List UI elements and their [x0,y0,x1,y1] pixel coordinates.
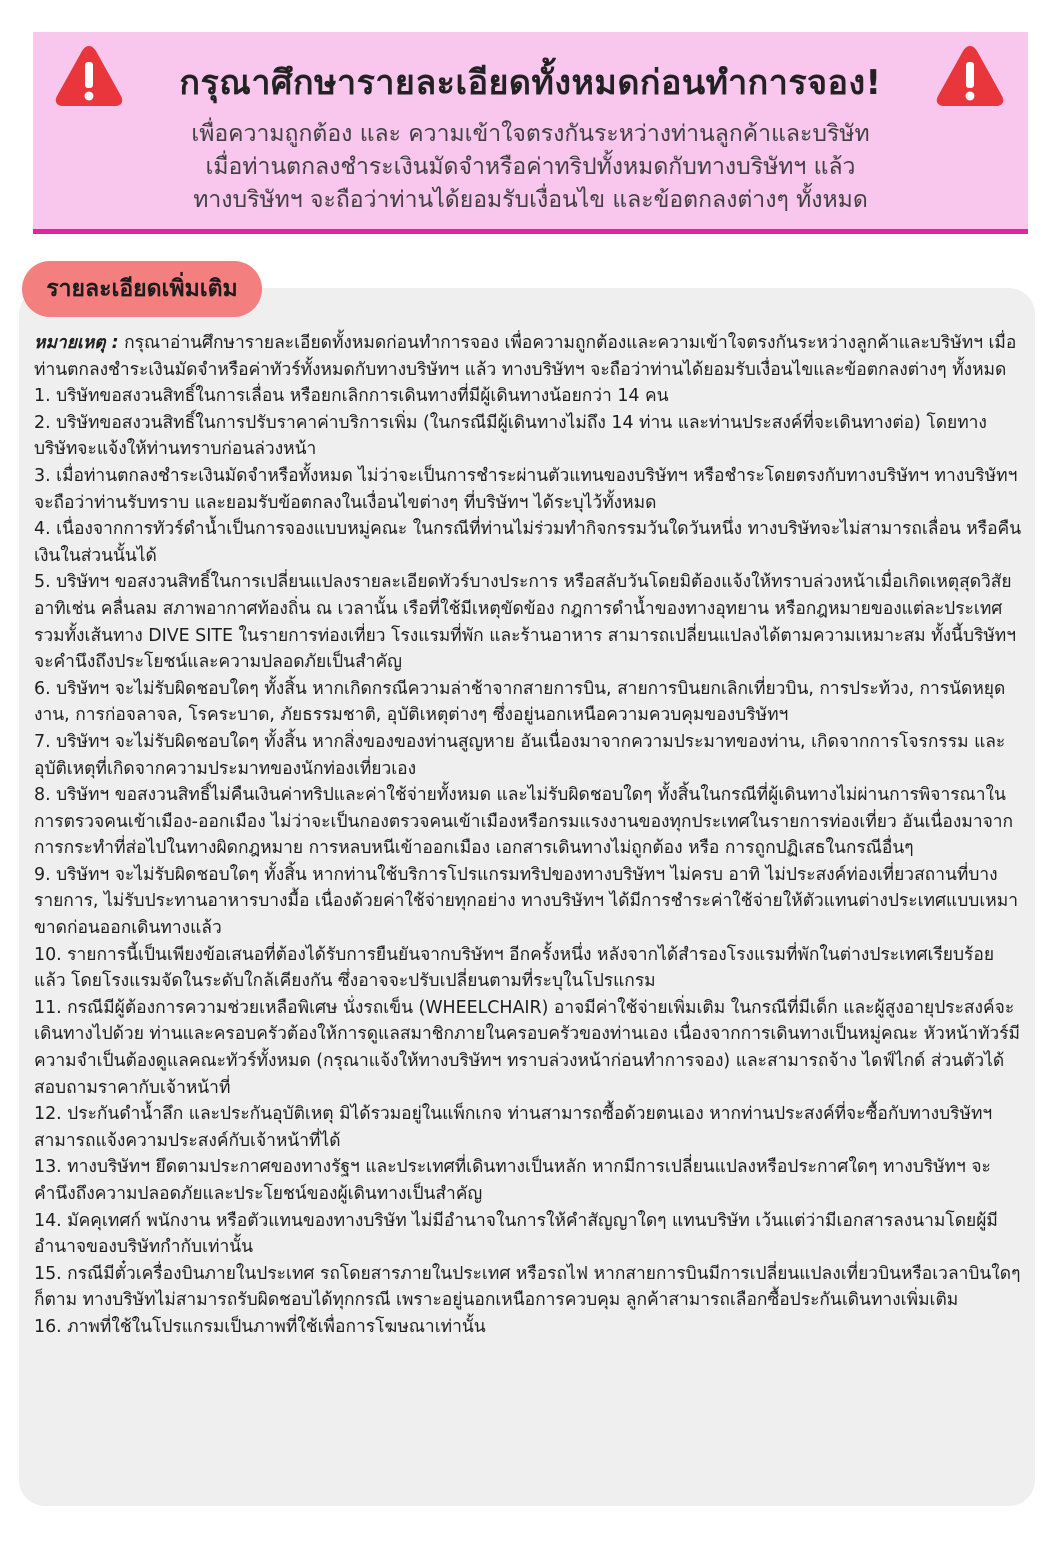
note-paragraph [34,330,1024,383]
condition-item: 2. บริษัทขอสงวนสิทธิ์ในการปรับราคาค่าบริการเพิ่ม (ในกรณีมีผู้เดินทางไม่ถึง 14 ท่าน และท่านประสงค์ที่จะเดินทางต่อ) โดยทางบริษัทจะแจ้งให้ท่านทราบก่อนล่วงหน้า [34,412,987,460]
condition-item: 3. เมื่อท่านตกลงชำระเงินมัดจำหรือทั้งหมด ไม่ว่าจะเป็นการชำระผ่านตัวแทนของบริษัทฯ หรือชำระโดยตรงกับทางบริษัทฯ ทางบริษัทฯ จะถือว่าท่านรับทราบ และยอมรับข้อตกลงในเงื่อนไขต่างๆ ที่บริษัทฯ ได้ระบุไว้ทั้งหมด [34,465,1018,513]
banner-line: ทางบริษัทฯ จะถือว่าท่านได้ยอมรับเงื่อนไข และข้อตกลงต่างๆ ทั้งหมด [193,187,868,213]
condition-item: 13. ทางบริษัทฯ ยึดตามประกาศของทางรัฐฯ และประเทศที่เดินทางเป็นหลัก หากมีการเปลี่ยนแปลงหรือประกาศใดๆ ทางบริษัทฯ จะคำนึงถึงความปลอดภัยและประโยชน์ของผู้เดินทางเป็นสำคัญ [34,1157,991,1204]
condition-item: 14. มัคคุเทศก์ พนักงาน หรือตัวแทนของทางบริษัท ไม่มีอำนาจในการให้คำสัญญาใดๆ แทนบริษัท เว้นแต่ว่ามีเอกสารลงนามโดยผู้มีอำนาจของบริษัทกำกับเท่านั้น [34,1210,998,1258]
condition-item: 12. ประกันดำน้ำลึก และประกันอุบัติเหตุ มิได้รวมอยู่ในแพ็กเกจ ท่านสามารถซื้อด้วยตนเอง หากท่านประสงค์ที่จะซื้อกับทางบริษัทฯ สามารถแจ้งความประสงค์กับเจ้าหน้าที่ได้ [34,1104,993,1151]
warning-triangle-icon [934,42,1006,108]
condition-item: 6. บริษัทฯ จะไม่รับผิดชอบใดๆ ทั้งสิ้น หากเกิดกรณีความล่าช้าจากสายการบิน, สายการบินยกเลิกเที่ยวบิน, การประท้วง, การนัดหยุดงาน, การก่อจลาจล, โรคระบาด, ภัยธรรมชาติ, อุบัติเหตุต่างๆ ซึ่งอยู่นอกเหนือความควบคุมของบริษัทฯ [34,678,1006,726]
note-text: กรุณาอ่านศึกษารายละเอียดทั้งหมดก่อนทำการจอง เพื่อความถูกต้องและความเข้าใจตรงกันระหว่างลูกค้าและบริษัทฯ เมื่อท่านตกลงชำระเงินมัดจำหรือค่าทัวร์ทั้งหมดกับทางบริษัทฯ แล้ว ทางบริษัทฯ จะถือว่าท่านได้ยอมรับเงื่อนไขและข้อตกลงต่างๆ ทั้งหมด [34,333,1017,380]
condition-item: 1. บริษัทขอสงวนสิทธิ์ในการเลื่อน หรือยกเลิกการเดินทางที่มีผู้เดินทางน้อยกว่า 14 คน [34,386,669,407]
condition-item: 8. บริษัทฯ ขอสงวนสิทธิ์ไม่คืนเงินค่าทริปและค่าใช้จ่ายทั้งหมด และไม่รับผิดชอบใดๆ ทั้งสิ้นในกรณีที่ผู้เดินทางไม่ผ่านการพิจารณาในการตรวจคนเข้าเมือง-ออกเมือง ไม่ว่าจะเป็นกองตรวจคนเข้าเมืองหรือกรมแรงงานของทุกประเทศในรายการท่องเที่ยว อันเนื่องมาจากการกระทำที่ส่อไปในทางผิดกฎหมาย การหลบหนีเข้าออกเมือง เอกสารเดินทางไม่ถูกต้อง หรือ การถูกปฏิเสธในกรณีอื่นๆ [34,785,1014,859]
banner-title: กรุณาศึกษารายละเอียดทั้งหมดก่อนทำการจอง! [179,63,882,103]
condition-item: 5. บริษัทฯ ขอสงวนสิทธิ์ในการเปลี่ยนแปลงรายละเอียดทัวร์บางประการ หรือสลับวันโดยมิต้องแจ้งให้ทราบล่วงหน้าเมื่อเกิดเหตุสุดวิสัย อาทิเช่น คลื่นลม สภาพอากาศท้องถิ่น ณ เวลานั้น เรือที่ใช้มีเหตุขัดข้อง กฎการดำน้ำของทางอุทยาน หรือกฎหมายของแต่ละประเทศ รวมทั้งเส้นทาง DIVE SITE ในรายการท่องเที่ยว โรงแรมที่พัก และร้านอาหาร สามารถเปลี่ยนแปลงได้ตามความเหมาะสม ทั้งนี้บริษัทฯ จะคำนึงถึงประโยชน์และความปลอดภัยเป็นสำคัญ [34,572,1017,673]
details-content [34,330,1024,1341]
warning-triangle-icon [53,42,125,108]
banner-line: เมื่อท่านตกลงชำระเงินมัดจำหรือค่าทริปทั้งหมดกับทางบริษัทฯ แล้ว [205,154,856,180]
banner-line: เพื่อความถูกต้อง และ ความเข้าใจตรงกันระหว่างท่านลูกค้าและบริษัท [191,121,870,147]
warning-banner [33,32,1028,234]
condition-item: 4. เนื่องจากการทัวร์ดำน้ำเป็นการจองแบบหมู่คณะ ในกรณีที่ท่านไม่ร่วมทำกิจกรรมวันใดวันหนึ่ง ทางบริษัทจะไม่สามารถเลื่อน หรือคืนเงินในส่วนนั้นได้ [34,519,1022,566]
note-label: หมายเหตุ : [34,333,119,353]
condition-item: 10. รายการนี้เป็นเพียงข้อเสนอที่ต้องได้รับการยืนยันจากบริษัทฯ อีกครั้งหนึ่ง หลังจากได้สำรองโรงแรมที่พักในต่างประเทศเรียบร้อยแล้ว โดยโรงแรมจัดในระดับใกล้เคียงกัน ซึ่งอาจจะปรับเปลี่ยนตามที่ระบุในโปรแกรม [34,944,995,992]
banner-subtitle [73,118,988,217]
condition-item: 16. ภาพที่ใช้ในโปรแกรมเป็นภาพที่ใช้เพื่อการโฆษณาเท่านั้น [34,1316,486,1337]
condition-item: 7. บริษัทฯ จะไม่รับผิดชอบใดๆ ทั้งสิ้น หากสิ่งของของท่านสูญหาย อันเนื่องมาจากความประมาทของท่าน, เกิดจากการโจรกรรม และอุบัติเหตุที่เกิดจากความประมาทของนักท่องเที่ยวเอง [34,731,1006,779]
condition-item: 9. บริษัทฯ จะไม่รับผิดชอบใดๆ ทั้งสิ้น หากท่านใช้บริการโปรแกรมทริปของทางบริษัทฯ ไม่ครบ อาทิ ไม่ประสงค์ท่องเที่ยวสถานที่บางรายการ, ไม่รับประทานอาหารบางมื้อ เนื่องด้วยค่าใช้จ่ายทุกอย่าง ทางบริษัทฯ ได้มีการชำระค่าใช้จ่ายให้ตัวแทนต่างประเทศแบบเหมาขาดก่อนออกเดินทางแล้ว [34,864,1018,939]
condition-item: 11. กรณีมีผู้ต้องการความช่วยเหลือพิเศษ นั่งรถเข็น (WHEELCHAIR) อาจมีค่าใช้จ่ายเพิ่มเติม ในกรณีที่มีเด็ก และผู้สูงอายุประสงค์จะเดินทางไปด้วย ท่านและครอบครัวต้องให้การดูแลสมาชิกภายในครอบครัวของท่านเอง เนื่องจากการเดินทางเป็นหมู่คณะ หัวหน้าทัวร์มีความจำเป็นต้องดูแลคณะทัวร์ทั้งหมด (กรุณาแจ้งให้ทางบริษัทฯ ทราบล่วงหน้าก่อนทำการจอง) และสามารถจ้าง ไดฟ์ไกด์ ส่วนตัวได้ สอบถามราคากับเจ้าหน้าที่ [34,997,1020,1098]
condition-item: 15. กรณีมีตั๋วเครื่องบินภายในประเทศ รถโดยสารภายในประเทศ หรือรถไฟ หากสายการบินมีการเปลี่ยนแปลงเที่ยวบินหรือเวลาบินใดๆ ก็ตาม ทางบริษัทไม่สามารถรับผิดชอบได้ทุกกรณี เพราะอยู่นอกเหนือการควบคุม ลูกค้าสามารถเลือกซื้อประกันเดินทางเพิ่มเติม [34,1263,1021,1311]
section-heading: รายละเอียดเพิ่มเติม [22,261,262,317]
